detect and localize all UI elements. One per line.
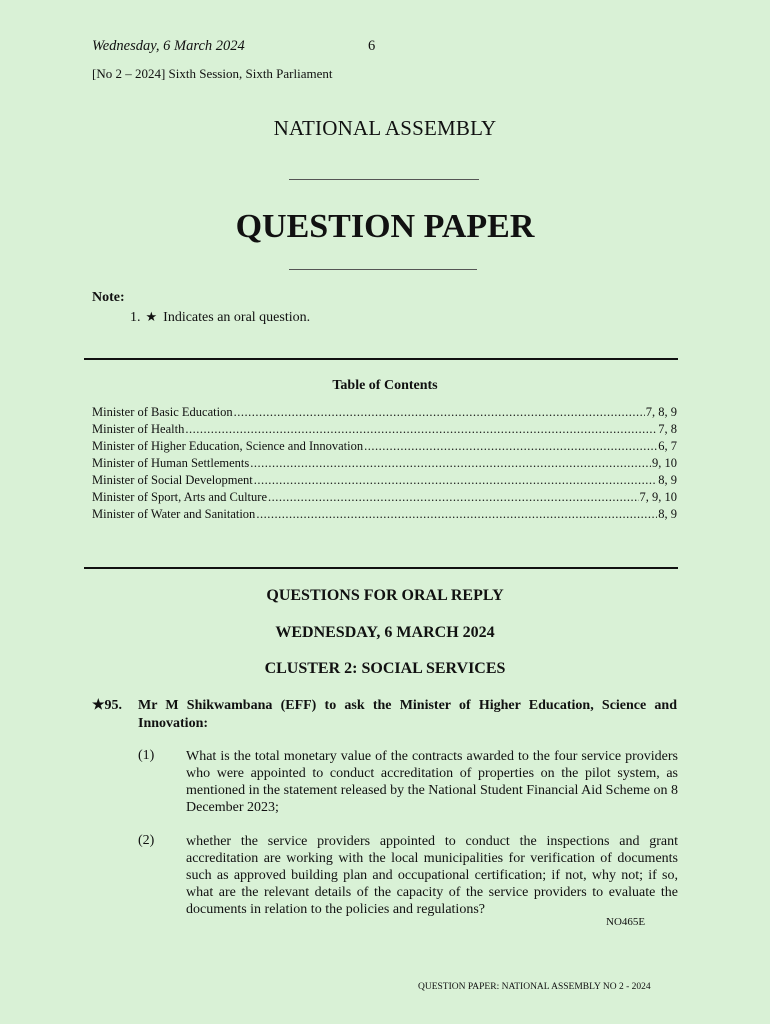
question-part-text: What is the total monetary value of the contracts awarded to the four service providers who were appointed to conduct accreditation of properties on the pilot system, as mentioned in the statement released by the National Student Financial Aid Scheme on 8 December 2023; bbox=[186, 749, 678, 815]
note-item-number: 1. bbox=[130, 310, 141, 325]
header-date: Wednesday, 6 March 2024 bbox=[92, 38, 245, 54]
toc-entry-pages: 7, 8, 9 bbox=[645, 405, 677, 419]
toc-entry-name: Minister of Sport, Arts and Culture bbox=[92, 490, 267, 504]
section-date: WEDNESDAY, 6 MARCH 2024 bbox=[275, 624, 495, 641]
session-info: [No 2 – 2024] Sixth Session, Sixth Parliament bbox=[92, 66, 333, 81]
note-item-text: Indicates an oral question. bbox=[163, 310, 311, 325]
assembly-name: NATIONAL ASSEMBLY bbox=[273, 116, 497, 140]
toc-entry[interactable] bbox=[92, 439, 677, 456]
toc-entry-pages: 6, 7 bbox=[658, 439, 677, 453]
toc-entry-pages: 8, 9 bbox=[658, 473, 677, 487]
toc-leader-dots bbox=[268, 490, 639, 505]
section-top-rule bbox=[84, 567, 678, 569]
question-number: ★95. bbox=[92, 698, 123, 713]
toc-entry-name: Minister of Water and Sanitation bbox=[92, 507, 256, 521]
toc-entry[interactable] bbox=[92, 473, 677, 490]
toc-entry-pages: 7, 8 bbox=[658, 422, 677, 436]
question-reference: NO465E bbox=[606, 916, 646, 928]
divider-bottom bbox=[289, 269, 477, 270]
toc-leader-dots bbox=[254, 473, 658, 488]
section-heading: QUESTIONS FOR ORAL REPLY bbox=[266, 587, 504, 604]
toc-entry[interactable] bbox=[92, 422, 677, 439]
toc-leader-dots bbox=[256, 507, 657, 522]
question-part-number: (2) bbox=[138, 833, 155, 848]
toc-entry-name: Minister of Social Development bbox=[92, 473, 253, 487]
question-part bbox=[138, 833, 678, 918]
toc-leader-dots bbox=[234, 405, 645, 420]
toc-entry[interactable] bbox=[92, 507, 677, 524]
note-label: Note: bbox=[92, 290, 125, 305]
question-part bbox=[138, 748, 678, 816]
toc-entry-name: Minister of Basic Education bbox=[92, 405, 233, 419]
toc-leader-dots bbox=[185, 422, 657, 437]
toc-entry-pages: 9, 10 bbox=[652, 456, 677, 470]
cluster-heading: CLUSTER 2: SOCIAL SERVICES bbox=[264, 660, 506, 677]
table-of-contents bbox=[92, 405, 677, 524]
star-icon: ★ bbox=[145, 309, 158, 324]
toc-leader-dots bbox=[250, 456, 651, 471]
question-heading bbox=[92, 697, 677, 733]
toc-entry[interactable] bbox=[92, 456, 677, 473]
toc-entry-name: Minister of Human Settlements bbox=[92, 456, 250, 470]
toc-entry-pages: 7, 9, 10 bbox=[639, 490, 677, 504]
question-part-text: whether the service providers appointed to conduct the inspections and grant accreditation are working with the local municipalities for verification of documents such as approved building plan and occupational certification; if not, why not; if so, what are the relevant details of the capacity of the service providers to evaluate the documents in relation to the policies and regulations? bbox=[186, 834, 678, 917]
divider-top bbox=[289, 179, 479, 180]
question-part-number: (1) bbox=[138, 748, 155, 763]
toc-entry-pages: 8, 9 bbox=[658, 507, 677, 521]
page-title: QUESTION PAPER bbox=[235, 208, 535, 245]
toc-entry[interactable] bbox=[92, 490, 677, 507]
toc-entry[interactable] bbox=[92, 405, 677, 422]
toc-entry-name: Minister of Higher Education, Science and Innovation bbox=[92, 439, 364, 453]
toc-leader-dots bbox=[364, 439, 657, 454]
toc-top-rule bbox=[84, 358, 678, 360]
toc-entry-name: Minister of Health bbox=[92, 422, 185, 436]
page-footer: QUESTION PAPER: NATIONAL ASSEMBLY NO 2 - 2024 bbox=[418, 982, 651, 992]
question-heading-text: Mr M Shikwambana (EFF) to ask the Minister of Higher Education, Science and Innovation: bbox=[138, 698, 677, 731]
toc-title: Table of Contents bbox=[332, 378, 438, 393]
page-number: 6 bbox=[368, 38, 376, 54]
note-item bbox=[130, 309, 310, 326]
